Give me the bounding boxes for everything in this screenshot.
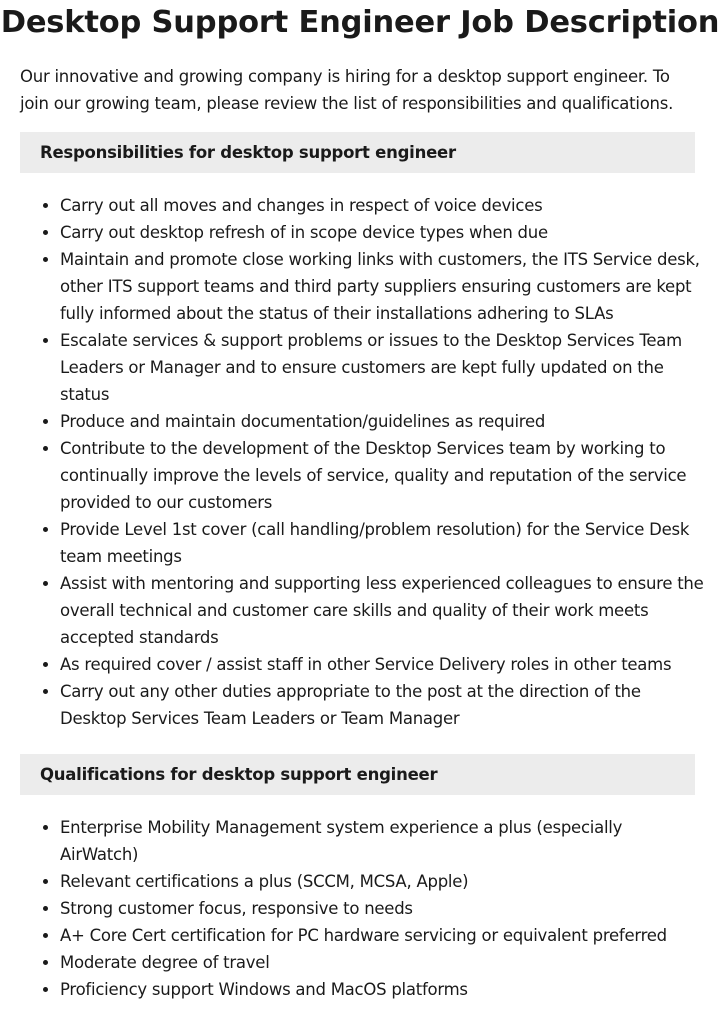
list-item: • Produce and maintain documentation/guidelines as required: [60, 408, 705, 435]
list-item: • As required cover / assist staff in other Service Delivery roles in other teams: [60, 651, 705, 678]
responsibilities-list: [20, 173, 705, 754]
list-item: • Carry out desktop refresh of in scope device types when due: [60, 219, 705, 246]
list-item: • Escalate services & support problems or issues to the Desktop Services Team Leaders or Manager and to ensure customers are kept fully updated on the status: [60, 327, 705, 408]
list-item: • Strong customer focus, responsive to needs: [60, 895, 705, 922]
list-item: • Enterprise Mobility Management system experience a plus (especially AirWatch): [60, 814, 705, 868]
list-item: • Assist with mentoring and supporting less experienced colleagues to ensure the overall technical and customer care skills and quality of their work meets accepted standards: [60, 570, 705, 651]
intro-paragraph: Our innovative and growing company is hiring for a desktop support engineer. To join our growing team, please review the list of responsibilities and qualifications.: [20, 67, 674, 113]
list-item: • Proficiency support Windows and MacOS platforms: [60, 976, 705, 1003]
page-title: Desktop Support Engineer Job Description: [0, 5, 720, 40]
qualifications-heading: Qualifications for desktop support engineer: [20, 754, 695, 795]
list-item: • A+ Core Cert certification for PC hardware servicing or equivalent preferred: [60, 922, 705, 949]
list-item: • Contribute to the development of the Desktop Services team by working to continually improve the levels of service, quality and reputation of the service provided to our customers: [60, 435, 705, 516]
list-item: • Relevant certifications a plus (SCCM, MCSA, Apple): [60, 868, 705, 895]
list-item: • Provide Level 1st cover (call handling/problem resolution) for the Service Desk team meetings: [60, 516, 705, 570]
list-item: • Maintain and promote close working links with customers, the ITS Service desk, other ITS support teams and third party suppliers ensuring customers are kept fully informed about the status of their installations adhering to SLAs: [60, 246, 705, 327]
list-item: • Carry out all moves and changes in respect of voice devices: [60, 192, 705, 219]
responsibilities-heading: Responsibilities for desktop support engineer: [20, 132, 695, 173]
list-item: • Moderate degree of travel: [60, 949, 705, 976]
qualifications-list: [20, 795, 705, 1003]
list-item: • Carry out any other duties appropriate to the post at the direction of the Desktop Services Team Leaders or Team Manager: [60, 678, 705, 732]
